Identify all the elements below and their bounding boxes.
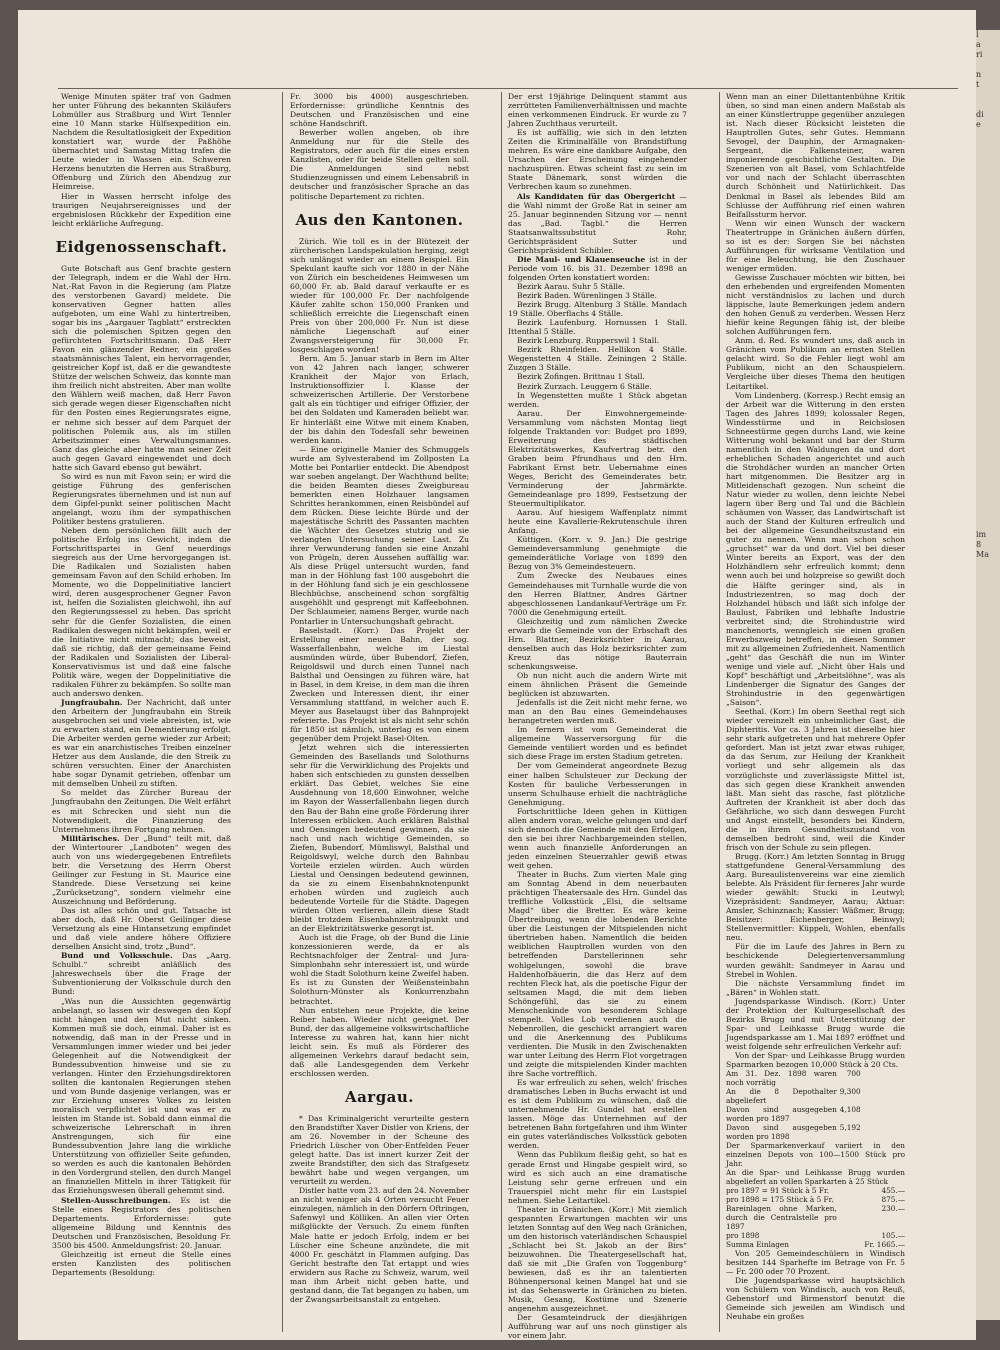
article-subheading: Stellen-Ausschreibungen. — [61, 1195, 171, 1205]
strip-line — [976, 1130, 1000, 1140]
strip-line — [976, 880, 1000, 890]
strip-line — [976, 200, 1000, 210]
list-item: Bezirk Zurzach. Leuggern 6 Ställe. — [517, 381, 652, 391]
strip-line: 8 — [976, 540, 982, 549]
strip-line — [976, 1150, 1000, 1160]
table-row: pro 1898 = 175 Stück à 5 Fr. 875.— — [726, 1195, 905, 1205]
table-row: pro 1898 105.— — [726, 1231, 905, 1241]
strip-line — [976, 470, 1000, 480]
strip-line — [976, 690, 1000, 700]
article-text: Die Jugendsparkasse wird hauptsächlich von Schülern von Windisch, auch von Reuß, Gebenstorf und Birmenstorf benutzt die Gemeinde sich jeweilen am Windisch und Neuhabe ein großes — [726, 1276, 905, 1322]
article-subheading: Als Kandidaten für das Obergericht — [517, 191, 676, 201]
table-row: Summa Einlagen Fr. 1665.— — [726, 1240, 905, 1250]
strip-line — [976, 570, 1000, 580]
table-row: Am 31. Dez. 1898 waren noch vorrätig 700 — [726, 1069, 861, 1088]
article-text: Seethal. (Korr.) Im obern Seethal regt sich wieder vereinzelt ein unheimlicher Gast, die Diphteritis. Vor ca. 3 Jahren ist dieselbe hier sehr stark aufgetreten und hat mehrere Opfer gefordert. Man ist jetzt zwar etwas ruhiger, da das Serum, zur Heilung der Krankheit vorliegt und sehr allgemein als das vorzüglichste und zuverlässigste Mittel ist, das sich gegen diese Krankheit anwenden läßt. Man sieht das rasche, fast plötzliche Auftreten der Krankheit ist aber doch das Gefährliche, wo sich dann deswegen Furcht und Angst einstellt, besonders bei Kindern, die in ihrem Gesundheitszustand von demselben bedroht sind, weil die Kinder frisch von der Schule zu sein pflegen. — [726, 707, 905, 852]
article-text: Der Gesamteindruck der diesjährigen Aufführung war auf uns noch günstiger als vor einem Jahr. — [508, 1313, 687, 1341]
strip-line — [976, 780, 1000, 790]
strip-line — [976, 800, 1000, 810]
strip-line — [976, 580, 1000, 590]
article-text: Es ist auffällig, wie sich in den letzten Zeiten die Kriminalfälle von Brandstiftung mehren. Es wäre eine dankbare Aufgabe, den Ursachen der Erscheinung eingehender nachzuspüren. Etwas scheint fast zu sein im Staate Dänemark, sonst würden die Verbrechen kaum so zunehmen. — [508, 128, 687, 192]
article-text: Gewisse Zuschauer möchten wir bitten, bei den erhebenden und ergreifenden Momenten nicht verständnislos zu lachen und durch läppische, laute Bemerkungen jedem andern den hohen Genuß zu verderben. Wessen Herz hiefür keine Regungen fähig ist, der bleibe solchen Aufführungen fern. — [726, 272, 905, 337]
strip-line — [976, 590, 1000, 600]
column-rule — [501, 92, 502, 1332]
strip-line — [976, 660, 1000, 670]
strip-line — [976, 1160, 1000, 1170]
strip-line — [976, 290, 1000, 300]
table-row: Der Sparmarkenverkauf variiert in den einzelnen Depots von 100—1500 Stück pro Jahr. — [726, 1141, 905, 1169]
strip-line — [976, 890, 1000, 900]
strip-line — [976, 600, 1000, 610]
strip-line: im — [976, 530, 987, 539]
strip-line — [976, 830, 1000, 840]
article-text: Jetzt wehren sich die interessierten Gemeinden des Basellands und Solothurns sehr für die Verwirklichung des Projekts und haben sich entschieden zu gunsten desselben erklärt. Das Gebiet, welches Sie eine Ausdehnung von 18,600 Einwohner, welche im Rayon der Wasserfallenbahn liegen durch den Bau der Bahn eine große Förderung ihrer Interessen erblicken. Auch erklären Balsthal und Oensingen bedeutend gewinnen, da sie nach und nach wichtige Gemeinden, so Ziefen, Bubendorf, Mümliswyl, Balsthal und Reigoldswyl, welche durch den Bahnbau Vorteile erzielen würden. Auch würden Liestal und Oensingen bedeutend gewinnen, da sie zu einem Eisenbahnknotenpunkt erhoben würden und zugleich auch bedeutende Vorteile für die Städte. Dagegen würden Olten verlieren, allein diese Stadt bleibt trotzdem Eisenbahnzentralpunkt und an der Elektrizitätswerke gesorgt ist. — [290, 743, 469, 934]
table-row: Bareinlagen ohne Marken, durch die Centralstelle pro 1897 230.— — [726, 1204, 905, 1232]
table-row: Davon sind ausgegeben worden pro 1898 5,192 — [726, 1123, 861, 1142]
column-rule — [282, 92, 283, 1332]
article-text: Die nächste Versammlung findet im „Bären“ in Wohlen statt. — [726, 978, 905, 997]
table-row: pro 1897 = 91 Stück à 5 Fr. 455.— — [726, 1186, 905, 1196]
article-text: Das ist alles schön und gut. Tatsache ist aber doch, daß Hr. Oberst Geilinger diese Versetzung als eine Hintansetzung empfindet und daß viele andere höhere Offiziere derselben Ansicht sind, trotz „Bund“. — [52, 906, 231, 952]
strip-line — [976, 950, 1000, 960]
strip-line: a — [976, 40, 981, 49]
strip-line — [976, 480, 1000, 490]
article-text: Aarau. Der Einwohnergemeinde-Versammlung vom nächsten Montag liegt folgende Traktanden vor: Budget pro 1899, Erweiterung des städtischen Elektrizitätswerkes, Kaufvertrag betr. den Graben beim Pfrundhaus und den Hrn. Fabrikant Ernst betr. Uebernahme eines Weges, Bericht des Gemeinderates betr. Verminderung der Jahrmärkte. Gemeindeanlage pro 1899, Festsetzung der Steuermultiplikator. — [508, 408, 687, 509]
table-row: An die Spar- und Leihkasse Brugg wurden abgeliefert an vollen Sparkarten à 25 Stück — [726, 1168, 905, 1187]
strip-line — [976, 250, 1000, 260]
strip-line — [976, 380, 1000, 390]
strip-line — [976, 610, 1000, 620]
strip-line — [976, 1000, 1000, 1010]
strip-line — [976, 130, 1000, 140]
strip-line — [976, 910, 1000, 920]
strip-line — [976, 230, 1000, 240]
strip-line — [976, 710, 1000, 720]
article-text: Der „Bund“ teilt mit, daß der Wintertourer „Landboten“ wegen des auch von uns wiedergegebenen Entrefilets betr. die Versetzung des Herrn Oberst Geilinger zur Festung in St. Maurice eine Standrede. Diese Versetzung sei keine „Zurücksetzung“, sondern vielmehr eine Auszeichnung und Beförderung. — [52, 833, 231, 906]
column-1 — [52, 92, 231, 1332]
article-subheading: Jungfraubahn. — [61, 697, 123, 707]
strip-line — [976, 820, 1000, 830]
strip-line — [976, 790, 1000, 800]
article-text: Der erst 19jährige Delinquent stammt aus zerrütteten Familienverhältnissen und machte einen verkommenen Eindruck. Er wurde zu 7 Jahren Zuchthaus verurteilt. — [508, 92, 687, 129]
strip-line — [976, 410, 1000, 420]
strip-line — [976, 630, 1000, 640]
article-text: Wenn man an einer Dilettantenbühne Kritik üben, so sind man einen andern Maßstab als an einer Künstlertruppe gegenüber anzulegen ist. Nach dieser Rücksicht leisteten die Hauptrollen Gutes, sehr Gutes. Hemmann Sevogel, der Dauphin, der Armagnaken-Sergeant, die Falkensteiner, waren imponierende geschichtliche Gestalten. Die Szenerien von alt Basel, vom Schlachtfelde vor und nach der Schlacht überraschten durch Schönheit und Natürlichkeit. Das Denkmal in Basel als lebendes Bild am Schlusse der Aufführung rief einen wahren Beifallssturm hervor. — [726, 92, 905, 219]
list-item: Bezirk Brugg. Altenburg 3 Ställe. Mandach 19 Ställe. Oberflachs 4 Ställe. — [508, 300, 687, 319]
strip-line — [976, 1060, 1000, 1070]
strip-line: n — [976, 70, 982, 79]
list-item: Bezirk Lenzburg. Rupperswil 1 Stall. — [517, 336, 660, 346]
strip-line — [976, 270, 1000, 280]
strip-line — [976, 240, 1000, 250]
strip-line — [976, 510, 1000, 520]
article-text: Gleichzeitig und zum nämlichen Zwecke erwarb die Gemeinde von der Erbschaft des Hrn. Blattner, Bezirksrichter in Aarau, denselben auch das Holz bezirksrichter zum Kreuz das nötige Bauterrain schenkungsweise. — [508, 616, 687, 671]
strip-line — [976, 940, 1000, 950]
article-text: So wird es nun mit Favon sein; er wird die geistige Führung des genferischen Regierungsrates übernehmen und ist nun auf dem Gipfel-punkt seiner politischen Macht angelangt, wozu ihm der sympathischen Politiker bestens gratulieren. — [52, 471, 231, 527]
strip-line — [976, 930, 1000, 940]
strip-line — [976, 1240, 1000, 1250]
strip-line — [976, 350, 1000, 360]
strip-line — [976, 300, 1000, 310]
strip-line — [976, 620, 1000, 630]
strip-line — [976, 1110, 1000, 1120]
strip-line — [976, 210, 1000, 220]
strip-line — [976, 170, 1000, 180]
strip-line — [976, 1050, 1000, 1060]
article-text: * Das Kriminalgericht verurteilte gestern den Brandstifter Xaver Distler von Kriens, der am 26. November in der Scheune des Friedrich Lüscher von Ober-Entfelden Feuer gelegt hatte. Das ist innert kurzer Zeit der zweite Brandstifter, den sich das Strafgesetz bewährt habe und wegen vergangen, um verurteilt zu werden. — [290, 1113, 469, 1187]
strip-line — [976, 460, 1000, 470]
strip-line — [976, 960, 1000, 970]
strip-line — [976, 730, 1000, 740]
article-text: Der Nachricht, daß unter den Arbeitern der Jungfraubahn ein Streik ausgebrochen sei und viele abreisten, ist, wie zu erwarten stand, ein Dementierung erfolgt. Die Arbeiter werden gerne wieder zur Arbeit; es war ein anarchistisches Treiben einzelner Hetzer aus dem Auslande, die den Streik zu schüren versuchten. Einer der Anarchisten habe sogar Dynamit getrieben, offenbar um mit demselben Unheil zu stiften. — [52, 697, 231, 789]
article-text: Theater in Buchs. Zum vierten Male ging am Sonntag Abend in dem neuerbauten prächtigen Theatersaale des Hrn. Gundel das treffliche Volksstück „Elsi, die seltsame Magd“ über die Bretter. Es wäre keine Übertreibung, wenn die lobenden Berichte über die Leistungen der Mitspielenden nicht übertrieben haben. Namentlich die beiden weiblichen Hauptrollen wurden von den betreffenden Darstellerinnen sehr wohlgelungen, sowohl die brave Haldenhofbäuerin, die das Herz auf dem rechten Fleck hat, als die poetische Figur der seltsamen Magd, die mit dem lieben Schöngefühl, das sie zu einem Menschenkinde von besonderem Schlage stempelt. Volles Lob verdienen auch die Nebenrollen, die geschickt arrangiert waren und die Anerkennung des Publikums verdienten. Die Musik in den Zwischenakten war unter Leitung des Herrn Flot vorgetragen und zeigte die mitspielenden Kinder machten ihre Sache vortrefflich. — [508, 870, 687, 1079]
strip-line — [976, 650, 1000, 660]
article-text: Nun entstehen neue Projekte, die keine Reiber haben. Wieder nicht geeignet. Der Bund, der das allgemeine volkswirtschaftliche Interesse zu wahren hat, kann hier nicht leicht sein. Es muß als Förderer des allgemeinen Verkehrs darauf bedacht sein, daß alle Landesgegenden dem Verkehr erschlossen werden. — [290, 1005, 469, 1078]
section-heading-eidgenossenschaft: Eidgenossenschaft. — [55, 237, 228, 256]
strip-line — [976, 500, 1000, 510]
article-text: Bern. Am 5. Januar starb in Bern im Alter von 42 Jahren nach langer, schwerer Krankheit der Major von Erlach, Instruktionsoffizier I. Klasse der schweizerischen Artillerie. Der Verstorbene galt als ein tüchtiger und eifriger Offizier, der bei den Soldaten und Kameraden beliebt war. Er hinterläßt eine Witwe mit einem Knaben, der bis dahin den Todesfall sehr beweinen werden kann. — [290, 354, 469, 445]
strip-line — [976, 340, 1000, 350]
strip-line — [976, 640, 1000, 650]
article-text: Neben dem persönlichen fällt auch der politische Erfolg ins Gewicht, indem die Fortschrittspartei in Genf neuerdings siegreich aus der Urne hervorgegangen ist. Die Radikalen und Sozialisten haben gemeinsam Favon auf den Schild erhoben. Im Momente, wo die Doppelinitiative lanciert wird, deren ausgesprochener Gegner Favon ist, helfen die Sozialisten gleichwohl, ihn auf den Regierungssessel zu heben. Das spricht sehr für die Genfer Sozialisten, die einen Radikalen deswegen nicht bekämpfen, weil er die Initiative nicht mitmacht; das beweist, daß sie richtig, daß der gemeinsame Feind der Radikalen und Sozialisten der Liberal-Konservativismus ist und daß eine falsche Politik wäre, wegen der Doppelinitiative die radikalen Führer zu bekämpfen. So sollte man auch anderswo denken. — [52, 526, 231, 698]
article-text: Brugg. (Korr.) Am letzten Sonntag in Brugg stattgefundene General-Versammlung des Aarg. Bureaulistenvereins war eine ziemlich belebte. Als Präsident für ferneres Jahr wurde wieder gewählt: Stucki in Leutwyl; Vizepräsident: Sandmeyer, Aarau; Aktuar: Amsler, Schinznach; Kassier: Wäßmer, Brugg; Beisitzer: Eichenberger, Beinwyl; Stellenvermittler: Küppeli, Wohlen, ebenfalls neu. — [726, 851, 905, 943]
strip-line: ri — [976, 50, 983, 59]
strip-line — [976, 1070, 1000, 1080]
article-text: „Was nun die Aussichten gegenwärtig anbelangt, so lassen wir deswegen den Kopf nicht hängen und den Mut nicht sinken. Kommen muß sie doch, einmal. Daher ist es notwendig, daß man in der Presse und in Versammlungen immer wieder und bei jeder Gelegenheit auf die Notwendigkeit der Bundessubvention hinweise und sie zu verlangen. Hinter den Erziehungsdirektoren sollten die kantonalen Regierungen stehen und vom Bunde dasjenige verlangen, was er zur Erziehung unseres Volkes zu leisten moralisch verpflichtet ist und was er zu leisten im Stande ist. Sobald dann einmal die schweizerische Lehrerschaft in ihren Anstrengungen, sich für eine Bundessubvention Jahre lang die wirkliche Unterstützung von offizieller Seite gefunden, so werden es auch die kantonalen Behörden in den Vordergrund stellen, den durch Mangel an finanziellen Mitteln in ihrer Tätigkeit für das Erziehungswesen überall gehemmt sind. — [52, 996, 232, 1196]
strip-line — [976, 680, 1000, 690]
article-subheading: Militärisches. — [61, 833, 120, 843]
column-rule — [719, 92, 720, 1332]
article-text: Fr. 3000 bis 4000) ausgeschrieben. Erfordernisse: gründliche Kenntnis des Deutschen und Französischen und eine schöne Handschrift. — [290, 92, 469, 129]
article-text: Auch ist die Frage, ob der Bund die Linie konzessionieren werde, da er als Rechtsnachfolger der Zentral- und Jura-Simplonbahn sehr interessiert ist, und würde wohl die Stadt Solothurn keine Zweifel haben. Es ist zu Gunsten der Weißensteinbahn Solothurn-Münster als Konkurrenzbahn betrachtet. — [290, 933, 469, 1006]
strip-line — [976, 1180, 1000, 1190]
strip-line — [976, 1170, 1000, 1180]
strip-line — [976, 920, 1000, 930]
strip-line — [976, 490, 1000, 500]
list-item: Bezirk Laufenburg. Hornussen 1 Stall. Ittenthal 5 Ställe. — [508, 318, 687, 337]
strip-line — [976, 1090, 1000, 1100]
strip-line — [976, 1010, 1000, 1020]
section-heading-aargau: Aargau. — [344, 1087, 415, 1106]
strip-line — [976, 180, 1000, 190]
article-text: Das „Aarg. Schulbl.“ schreibt anläßlich des Jahreswechsels über die Frage der Subventionierung der Volksschule durch den Bund: — [52, 951, 231, 997]
strip-line — [976, 90, 1000, 100]
strip-line — [976, 60, 1000, 70]
article-text: Für die im Laufe des Jahres in Bern zu beschickende Delegiertenversammlung wurden gewählt: Sandmeyer in Aarau und Strebel in Wohlen. — [726, 942, 905, 979]
strip-line — [976, 430, 1000, 440]
strip-line: l — [976, 30, 979, 39]
article-text: Es ist die Stelle eines Registrators des politischen Departements. Erfordernisse: gute allgemeine Bildung und Kenntnis des Deutschen und Französischen, Besoldung Fr. 3500 bis 4500. Anmeldungsfrist: 20. Januar. — [52, 1195, 231, 1250]
strip-line — [976, 1200, 1000, 1210]
strip-line — [976, 840, 1000, 850]
article-text: Bewerber wollen angeben, ob ihre Anmeldung nur für die Stelle des Registrators, oder auch für die eines ersten Kanzlisten, oder für beide Stellen gelten soll. Die Anmeldungen sind nebst Studienzeugnissen und einem Lebensabriß in deutscher und französischer Sprache an das politische Departement zu richten. — [290, 128, 469, 201]
strip-line — [976, 220, 1000, 230]
strip-line — [976, 140, 1000, 150]
strip-line — [976, 1220, 1000, 1230]
article-subheading: Die Maul- und Klauenseuche — [517, 254, 646, 264]
strip-line — [976, 420, 1000, 430]
article-text: Jedenfalls ist die Zeit nicht mehr ferne, wo man an den Bau eines Gemeindehauses herangetreten werden muß. — [508, 698, 687, 726]
article-text: So meldet das Zürcher Bureau der Jungfraubahn den Zeitungen. Die Welt erfährt es mit Schrecken und sieht nun die Notwendigkeit, die Finanzierung des Unternehmens ihren Fortgang nehmen. — [52, 788, 231, 834]
strip-line — [976, 810, 1000, 820]
strip-line — [976, 990, 1000, 1000]
article-text: Es war erfreulich zu sehen, welch' frisches dramatisches Leben in Buchs erwacht ist und es ist dem Publikum zu wünschen, daß die unternehmende Hr. Gundel hat erstellen lassen. Möge das Unternehmen auf der betretenen Bahn fortgefahren und ihm Winter ein gutes vaterländisches Volksstück geboten werden. — [508, 1078, 687, 1151]
article-text: Wenn wir einen Wunsch der wackern Theatertruppe in Gränichen äußern dürfen, so ist es der: Sorgen Sie bei nächsten Aufführungen für wirksame Ventilation und für eine Beleuchtung, bie den Zuschauer weniger ermüden. — [726, 218, 905, 273]
strip-line — [976, 700, 1000, 710]
article-text: Küttigen. (Korr. v. 9. Jan.) Die gestrige Gemeindeversammlung genehmigte die gemeinderätliche Vorlage von 1899 den Bezug von 3% Gemeindesteuern. — [508, 535, 687, 572]
strip-line — [976, 750, 1000, 760]
article-text: In Wegenstetten mußte 1 Stück abgetan werden. — [508, 390, 687, 409]
article-text: Distler hatte vom 23. auf den 24. November an nicht weniger als 4 Orten versucht Feuer einzulegen, nämlich in den Dörfern Oftringen, Safenwyl und Kölliken. An allen vier Orten mißglückte der Versuch. Zu einem fünften Male hatte er jedoch Erfolg, indem er bei Lüscher eine Scheune anzündete, die mit 4000 Fr. geschätzt in Flammen aufging. Das Gericht bestrafte den Tat ertappt und wies erwidern aus Rache zu Schweiz, warum, weil man ihm Arbeit nicht geben hatte, und gestand dann, die Tat begangen zu haben, um der Zwangsarbeitsanstalt zu entgehen. — [290, 1186, 469, 1304]
article-text: Theater in Gränichen. (Korr.) Mit ziemlich gespannten Erwartungen machten wir uns letzten Sonntag auf den Weg nach Gränichen, um den historisch vaterländischen Schauspiel „Schlacht bei St. Jakob an der Birs“ beizuwohnen. Die Theatergesellschaft hat, daß sie mit „Die Grafen von Toggenburg“ bewiesen, daß es ihr an talentierten Bühnenpersonal keinen Mangel hat und sie ist das Sehenswerte in Gränichen zu bieten. Musik, Gesang, Kostüme und Szenerie angenehm ausgezeichnet. — [508, 1204, 687, 1314]
strip-line — [976, 1100, 1000, 1110]
strip-line — [976, 450, 1000, 460]
strip-line — [976, 390, 1000, 400]
article-text: Vom Lindenberg. (Korresp.) Recht emsig an der Arbeit war die Witterung in den ersten Tagen des Jahres 1899; kolossaler Regen, Windesstürme und in Reichslosen Schneestürme gegen durchs Land, wie keine Witterung wohl bekannt und bar der Sturm namentlich in den Waldungen da und dort erheblichen Schaden angerichtet und auch die Strohdächer wurden an mancher Orten hart mitgenommen. Die Besitzer arg in Mitleidenschaft gezogen. Nun scheint die Natur wieder zu wollen, denn leichte Nebel lagern über Berg und Tal und die Bächlein schäumen von Wasser, das Landwirtschaft ist auch der Stand der Kulturen erfreulich und bei der allgemeine Gesundheitszustand ein guter zu nennen. Wenn man schon schon „gruchset“ war da und dort. Viel bei dieser Winter bereits an Export, was der den Holzhändlern sehr erfreulich kommt; denn wenn auch bei und holzpreise so gewißt doch die Hälfte geringer sind, als in Industriezentren, so mag doch der Holzhandel hübsch und läßt sich infolge der Baulust, Fabriken und lebhafte Industrie verbreitet sind; die Strohindustrie wird manchenorts, wenngleich sie einen großen Erwerbszweig betreffen, in diesen Sommer mit zu allgemeinen Zufriedenheit. Namentlich „geht“ das Geschäft die nun im Winter wenige und viele auf. „Nicht über Hals und Kopf“ beschäftigt und „Arbeitslöhne“, was als Lindenberger die Signatur des Ganges der Strohindustrie in den gegenwärtigen „Saison“. — [726, 390, 905, 708]
strip-line — [976, 370, 1000, 380]
article-text: Aarau. Auf hiesigem Waffenplatz nimmt heute eine Kavallerie-Rekrutenschule ihren Anfang. — [508, 508, 687, 536]
article-text: Von 205 Gemeindeschülern in Windisch besitzen 144 Sparhefte im Betrage von Fr. 5 — Fr. 200 oder 70 Prozent. — [726, 1249, 905, 1277]
strip-line: t — [976, 80, 980, 89]
strip-line — [976, 1260, 1000, 1270]
strip-line — [976, 160, 1000, 170]
strip-line — [976, 860, 1000, 870]
strip-line — [976, 520, 1000, 530]
strip-line — [976, 1250, 1000, 1260]
strip-line — [976, 1030, 1000, 1040]
section-heading-kantonen: Aus den Kantonen. — [295, 210, 464, 229]
adjacent-page-strip — [976, 30, 1000, 1320]
article-text: — die Wahl nimmt der Große Rat in seiner am 25. Januar beginnenden Sitzung vor — nennt das „Bad. Tagbl.“ die Herren Staatsanwaltssubstitut Rohr, Gerichtspräsident Sutter und Gerichtspräsident Schibler. — [508, 191, 687, 255]
article-text: Ob nun nicht auch die andern Wirte mit einem ähnlichen Präsent die Gemeinde beglücken ist abzuwarten. — [508, 671, 687, 699]
list-item: Bezirk Zofingen. Brittnau 1 Stall. — [517, 372, 645, 382]
strip-line — [976, 1080, 1000, 1090]
strip-line: e — [976, 120, 981, 129]
article-text: Wenige Minuten später traf von Gadmen her unter Führung des bekannten Skiläufers Lohmüller aus Straßburg und Wirt Tennler eine 10 Mann starke Hülfsexpedition ein. Nachdem die Resultatlosigkeit der Expedition konstatiert war, wurde der Paßhöhe übernachtet und Samstag Mittag trafen die Leute wieder in Wassen ein. Schweren Herzens benutzten die Herren aus Straßburg, Offenburg und Zürich den Abendzug zur Heimreise. — [52, 92, 231, 192]
strip-line — [976, 1210, 1000, 1220]
strip-line — [976, 870, 1000, 880]
strip-line — [976, 260, 1000, 270]
article-text: Baselstadt. (Korr.) Das Projekt der Erstellung einer neuen Bahn, der sog. Wasserfallenbahn, welche im Liestal ausmünden würde, über Bubendorf, Ziefen, Reigoldswil und durch einen Tunnel nach Balsthal und Oensingen zu führen wäre, hat in Basel, in dem Kreise, in dem man die ihren Zwecken und Interessen dient, ihr einer Versammlung stattfand, in welcher auch E. Meyer aus Baselaugst über das Bahnprojekt referierte. Das Projekt ist als nicht sehr schön für 1850 ist nämlich, unterlag es von einem gegenüber dem Projekt Basel-Olten. — [290, 625, 469, 744]
strip-line — [976, 1190, 1000, 1200]
strip-line — [976, 440, 1000, 450]
list-item: Bezirk Aarau. Suhr 5 Ställe. — [517, 281, 625, 291]
strip-line — [976, 1040, 1000, 1050]
article-text: — Eine originelle Manier des Schmuggels wurde am Sylvesterabend im Zollposten La Motte bei Pontarlier entdeckt. Die Abendpost war soeben angelangt. Der Wachthund bellte; die beiden Beamten dieses Zweigbureau bemerkten einen Holzhauer langsamen Schrittes herankommen, einen Reisbündel auf dem Rücken. Diese leichte Bürde und der majestätische Schritt des Passanten machten die Wächter des Gesetzes stutzig und sie verlangten Untersuchung seiner Last. Zu ihrer Verwunderung fanden sie eine Anzahl von Prügeln, deren Aussehen auffällig war. Als diese Prügel untersucht wurden, fand man in der Höhlung fast 100 ausgebohrt die in der Höhlung fand sich je ein geschlossene Blechbüchse, anscheinend schon sorgfältig ausgehöhlt und gesprengt mit Kaffeebohnen. Der Schlaumeier, namens Berger, wurde nach Pontarlier in Untersuchungshaft gebracht. — [290, 444, 469, 626]
column-3 — [508, 92, 687, 1341]
strip-line — [976, 1020, 1000, 1030]
list-item: Bezirk Baden. Würenlingen 3 Ställe. — [517, 291, 657, 301]
column-4 — [726, 92, 905, 1332]
table-row: An die 8 Depothalter abgeliefert 9,300 — [726, 1087, 861, 1106]
strip-line — [976, 400, 1000, 410]
strip-line — [976, 1120, 1000, 1130]
strip-line — [976, 1230, 1000, 1240]
article-text: Gute Botschaft aus Genf brachte gestern der Telegraph, indem er die Wahl der Hrn. Nat.-Rat Favon in die Regierung (am Platze des verstorbenen Gavard) meldete. Die konservativen Gegner hatten alles aufgeboten, um eine Wahl zu hintertreiben, sogar bis ins „Aargauer Tagblatt“ erstreckten sich die polemischen Spitzen gegen den gefürchteten Fortschrittsmann. Daß Herr Favon ein glänzender Redner, ein großes staatsmännisches Talent, ein hervorragender, geistreicher Kopf ist, daß er die gewandteste Stütze der welschen Schweiz, das konnte man ihm freilich nicht abstreiten. Aber man wollte den Wählern weiß machen, daß Herr Favon sich gerade wegen dieser Eigenschaften nicht für den Posten eines Regierungsrates eigne, er nehme sich besser auf dem Parquet der politischen Polemik aus, als im stillen Arbeitszimmer eines Verwaltungsmannes. Ganz das gleiche aber hatte man seiner Zeit auch gegen Gavard eingewendet und doch hatte sich Gavard ebenso gut bewährt. — [52, 263, 231, 472]
list-item: Bezirk Rheinfelden. Hellikon 4 Ställe. Wegenstetten 4 Ställe. Zeiningen 2 Ställe. Zuzgen 3 Ställe. — [508, 345, 687, 373]
top-rule — [58, 88, 958, 89]
strip-line — [976, 100, 1000, 110]
strip-line — [976, 150, 1000, 160]
strip-line — [976, 280, 1000, 290]
article-text: Zürich. Wie toll es in der Blütezeit der zürcherischen Landspekulation herging, zeigt sich unlängst wieder an einem Beispiel. Ein Spekulant kaufte sich vor 1880 in der Nähe von Zürich ein bescheidenes Heimwesen um 60,000 Fr. ab. Bald darauf verkaufte er es wieder für 100,000 Fr. Der nachfolgende Käufer zahlte schon 150,000 Franken und schließlich erreichte die Liegenschaft einen Preis von über 200,000 Fr. Nun ist diese nämliche Liegenschaft auf einer Zwangsversteigerung für 30,000 Fr. losgeschlagen worden! — [290, 236, 469, 355]
strip-line — [976, 980, 1000, 990]
article-text: Gleichzeitig ist erneut die Stelle eines ersten Kanzlisten des politischen Departements (Besoldung: — [52, 1249, 231, 1277]
strip-line — [976, 740, 1000, 750]
article-subheading: Bund und Volksschule. — [61, 951, 173, 961]
article-text: Der vom Gemeinderat angeordnete Bezug einer halben Schulsteuer zur Deckung der Kosten für bauliche Verbesserungen in unserm Schulhause erhielt die nachträgliche Genehmigung. — [508, 761, 687, 807]
strip-line: di — [976, 110, 984, 119]
strip-line — [976, 560, 1000, 570]
column-2 — [290, 92, 469, 1332]
article-text: Anm. d. Red. Es wundert uns, daß auch in Gränichen vom Publikum an ernsten Stellen gelacht wird. So die Fehler liegt wohl am Publikum, nicht an den Schauspielern. Vergleiche über dieses Thema den heutigen Leitartikel. — [726, 336, 905, 391]
newspaper-page — [18, 10, 976, 1340]
article-text: Wenn das Publikum fleißig geht, so hat es gerade Ernst und Hingabe gespielt wird, so wird es sich auch an eine dramatische Leistung sehr gerne erfreuen und ein Trauerspiel nicht mehr für ein Lustspiel nehmen. Siehe Leitartikel. — [508, 1150, 687, 1205]
strip-line — [976, 720, 1000, 730]
strip-line — [976, 760, 1000, 770]
savings-account-table — [726, 1069, 905, 1249]
strip-line — [976, 320, 1000, 330]
article-text: ist in der Periode vom 16. bis 31. Dezember 1898 an folgenden Orten konstatiert worden: — [508, 254, 687, 282]
strip-line: Ma — [976, 550, 989, 559]
strip-line — [976, 310, 1000, 320]
strip-line — [976, 190, 1000, 200]
strip-line — [976, 970, 1000, 980]
article-text: Hier in Wassen herrscht infolge des traurigen Neujahrsereignisses und der ergebnislosen Rückkehr der Expedition eine leicht erklärliche Aufregung. — [52, 191, 231, 228]
strip-line — [976, 670, 1000, 680]
strip-line — [976, 850, 1000, 860]
strip-line — [976, 360, 1000, 370]
article-text: Zum Zwecke des Neubaues eines Gemeindehauses mit Turnhalle wurde die von den Herren Blattner, Andres Gärtner abgeschlossenen Landankauf-Verträge um Fr. 7000 die Genehmigung erteilt. — [508, 571, 687, 617]
strip-line — [976, 900, 1000, 910]
table-row: Davon sind ausgegeben worden pro 1897 4,108 — [726, 1105, 861, 1124]
article-text: Jugendsparkasse Windisch. (Korr.) Unter der Protektion der Kulturgesellschaft des Bezirks Brugg und mit Unterstützung der Spar- und Leihkasse Brugg wurde die Jugendsparkasse am 1. Mai 1897 eröffnet und weist folgende sehr erfreulichen Verkehr auf: — [726, 996, 905, 1051]
article-text: Fortschrittliche Ideen gehen in Küttigen allen andern voran, welche gelungen und darf sich dennoch die Gemeinde mit den Erfolgen, den sie bei ihrer Nachbargemeinden stellen, wenn auch finanzielle Anforderungen an jeden einzelnen Steuerzahler gewiß etwas weit gehen. — [508, 806, 687, 870]
strip-line — [976, 770, 1000, 780]
strip-line — [976, 330, 1000, 340]
article-text: Im fernern ist vom Gemeinderat die allgemeine Wasserversorgung für die Gemeinde ventiliert worden und es befindet sich diese Frage im ersten Stadium getreten. — [508, 725, 687, 762]
article-text: Von der Spar- und Leihkasse Brugg wurden Sparmarken bezogen 10,000 Stück à 20 Cts. — [726, 1050, 905, 1070]
strip-line — [976, 1140, 1000, 1150]
